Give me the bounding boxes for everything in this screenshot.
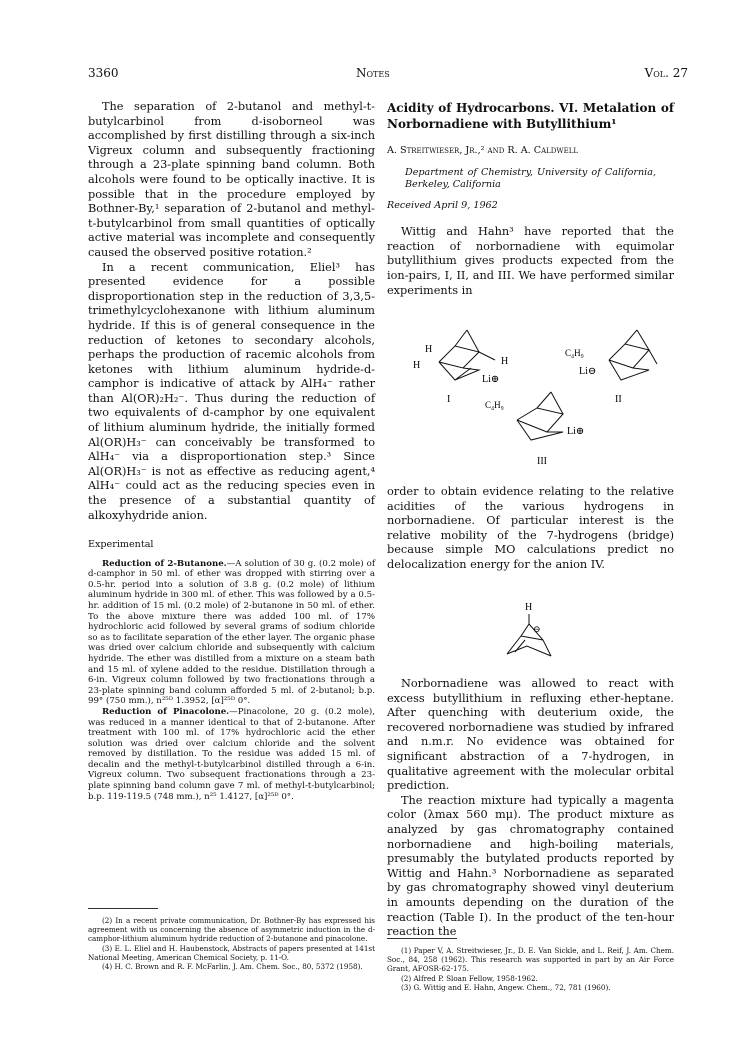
struct-II-li: Li⊖ (579, 366, 597, 377)
exp-body-1: —A solution of 30 g. (0.2 mole) of d-camphor in 50 ml. of ether was dropped with stirring over a 0.5-hr. period into a solution of 3.8 g. (0.2 mole) of lithium aluminum hydride in 300 ml. of ether. This was followed by a 0.5-hr. addition of 15 ml. (0.2 mole) of 2-butanone in 50 ml. of ether. To the above mixture there was added 100 ml. of 17% hydrochloric acid followed by several grams of sodium chloride so as to facilitate separation of the ether layer. The organic phase was dried over calcium chloride and subsequently with calcium hydride. The ether was distilled from a mixture on a steam bath and 15 ml. of xylene added to the residue. Distillation through a 6-in. Vigreux column followed by two fractionations through a 23-plate spinning band column afforded 5 ml. of 2-butanol; b.p. 99° (750 mm.), n²⁵ᴰ 1.3952, [α]²⁵ᴰ 0°. (88, 558, 375, 707)
struct-III-label: III (537, 456, 547, 467)
left-footnotes (88, 916, 375, 971)
structures-figure (387, 322, 674, 477)
right-paragraph-1: Wittig and Hahn³ have reported that the reaction of norbornadiene with equimolar butyllithium gives products expected from the ion-pairs, I, II, and III. We have performed similar experiments in (387, 225, 674, 297)
authors: A. Streitwieser, Jr.,² and R. A. Caldwell (387, 145, 578, 156)
article-title: Acidity of Hydrocarbons. VI. Metalation of Norbornadiene with Butyllithium¹ (387, 101, 674, 131)
experimental-paragraph-2 (88, 707, 375, 802)
struct-II-label: II (615, 394, 622, 405)
footnote: (2) Alfred P. Sloan Fellow, 1958-1962. (401, 973, 538, 983)
right-paragraph-2: order to obtain evidence relating to the relative acidities of the various hydrogens in norbornadiene. Of particular interest is the relative mobility of the 7-hydrogens (bridge) because simple MO calculations predict no delocalization energy for the anion IV. (387, 485, 674, 571)
right-column-header (387, 100, 674, 298)
footnote: (3) G. Wittig and E. Hahn, Angew. Chem., 72, 781 (1960). (401, 982, 611, 992)
footnote: (4) H. C. Brown and R. F. McFarlin, J. Am. Chem. Soc., 80, 5372 (1958). (102, 962, 363, 972)
intro-paragraph-2: In a recent communication, Eliel³ has presented evidence for a possible disproportionation step in the reduction of 3,3,5-trimethylcyclohexanone with lithium aluminum hydride. If this is of general consequence in the reduction of ketones to secondary alcohols, perhaps the production of racemic alcohols from ketones with lithium aluminum hydride-d-camphor is indicative of attack by AlH₄⁻ rather than Al(OR)₂H₂⁻. Thus during the reduction of two equivalents of d-camphor by one equivalent of lithium aluminum hydride, the initially formed Al(OR)H₃⁻ can conceivably be transformed to AlH₄⁻ via a disproportionation step.³ Since Al(OR)H₃⁻ is not as effective as reducing agent,⁴ AlH₄⁻ could act as the reducing species even in the presence of a substantial quantity of alkoxyhydride anion. (88, 260, 375, 522)
struct-III-sub: C₄H₉ (485, 400, 504, 410)
received-date: Received April 9, 1962 (387, 199, 498, 211)
struct-IV-h: H (525, 602, 533, 613)
struct-IV-charge: ⊖ (533, 624, 541, 634)
footnote-rule-right (387, 938, 457, 939)
structure-II (609, 330, 657, 380)
struct-III-li: Li⊕ (567, 426, 585, 437)
exp-lead-1: Reduction of 2-Butanone. (102, 558, 227, 569)
struct-I-h3: H (501, 356, 509, 367)
footnote: (3) E. L. Eliel and H. Haubenstock, Abstracts of papers presented at 141st National Meeting, American Chemical Society, p. 11-O. (88, 943, 375, 962)
right-column-body (387, 677, 674, 940)
affiliation: Department of Chemistry, University of California, Berkeley, California (405, 166, 656, 190)
footnote: (1) Paper V, A. Streitwieser, Jr., D. E. Van Sickle, and L. Reif, J. Am. Chem. Soc., 84, 258 (1962). This research was supported in part by an Air Force Grant, AFOSR-62-175. (387, 946, 674, 974)
page-number: 3360 (88, 66, 119, 80)
structure-IV (387, 598, 674, 670)
exp-lead-2: Reduction of Pinacolone. (102, 706, 230, 717)
right-paragraph-3: Norbornadiene was allowed to react with excess butyllithium in refluxing ether-heptane. After quenching with deuterium oxide, the recovered norbornadiene was studied by infrared and n.m.r. No evidence was obtained for significant abstraction of a 7-hydrogen, in qualitative agreement with the molecular orbital prediction. (387, 677, 674, 793)
right-footnotes (387, 946, 674, 992)
volume: Vol. 27 (644, 66, 688, 80)
struct-I-label: I (447, 394, 451, 405)
struct-I-h1: H (425, 344, 433, 355)
experimental-paragraph-1 (88, 559, 375, 707)
struct-I-li: Li⊕ (482, 374, 500, 385)
structure-I (439, 330, 495, 380)
right-paragraph-4: The reaction mixture had typically a magenta color (λmax 560 mμ). The product mixture as analyzed by gas chromatography contained norbornadiene and high-boiling materials, presumably the butylated products reported by Wittig and Hahn.³ Norbornadiene as separated by gas chromatography showed vinyl deuterium in amounts depending on the duration of the reaction (Table I). In the product of the ten-hour reaction the (387, 793, 674, 939)
footnote-rule-left (88, 908, 158, 909)
struct-II-sub: C₄H₉ (565, 348, 584, 358)
intro-paragraph-1: The separation of 2-butanol and methyl-t-butylcarbinol from d-isoborneol was accomplished by first distilling through a six-inch Vigreux column and subsequently fractioning through a 23-plate spinning band column. Both alcohols were found to be optically inactive. It is possible that in the procedure employed by Bothner-By,¹ separation of 2-butanol and methyl-t-butylcarbinol from small quantities of optically active material was incomplete and consequently caused the observed positive rotation.² (88, 100, 375, 259)
experimental-section (88, 540, 375, 802)
right-column-middle (387, 485, 674, 573)
struct-I-h2: H (413, 360, 421, 371)
structure-III (517, 392, 563, 440)
experimental-heading: Experimental (88, 539, 154, 550)
running-header (88, 66, 688, 82)
exp-body-2: —Pinacolone, 20 g. (0.2 mole), was reduced in a manner identical to that of 2-butanone. After treatment with 100 ml. of 17% hydrochloric acid the ether solution was dried over calcium chloride and the solvent removed by distillation. To the residue was added 15 ml. of decalin and the methyl-t-butylcarbinol distilled through a 6-in. Vigreux column. Two subsequent fractionations through a 23-plate spinning band column gave 7 ml. of methyl-t-butylcarbinol; b.p. 119-119.5 (748 mm.), n²⁵ 1.4127, [α]²⁵ᴰ 0°. (88, 706, 375, 802)
footnote: (2) In a recent private communication, Dr. Bothner-By has expressed his agreement with us concerning the absence of asymmetric induction in the d-camphor-lithium aluminum hydride reduction of 2-butanone and pinacolone. (88, 916, 375, 944)
section-name: Notes (356, 66, 390, 80)
left-column (88, 100, 375, 523)
